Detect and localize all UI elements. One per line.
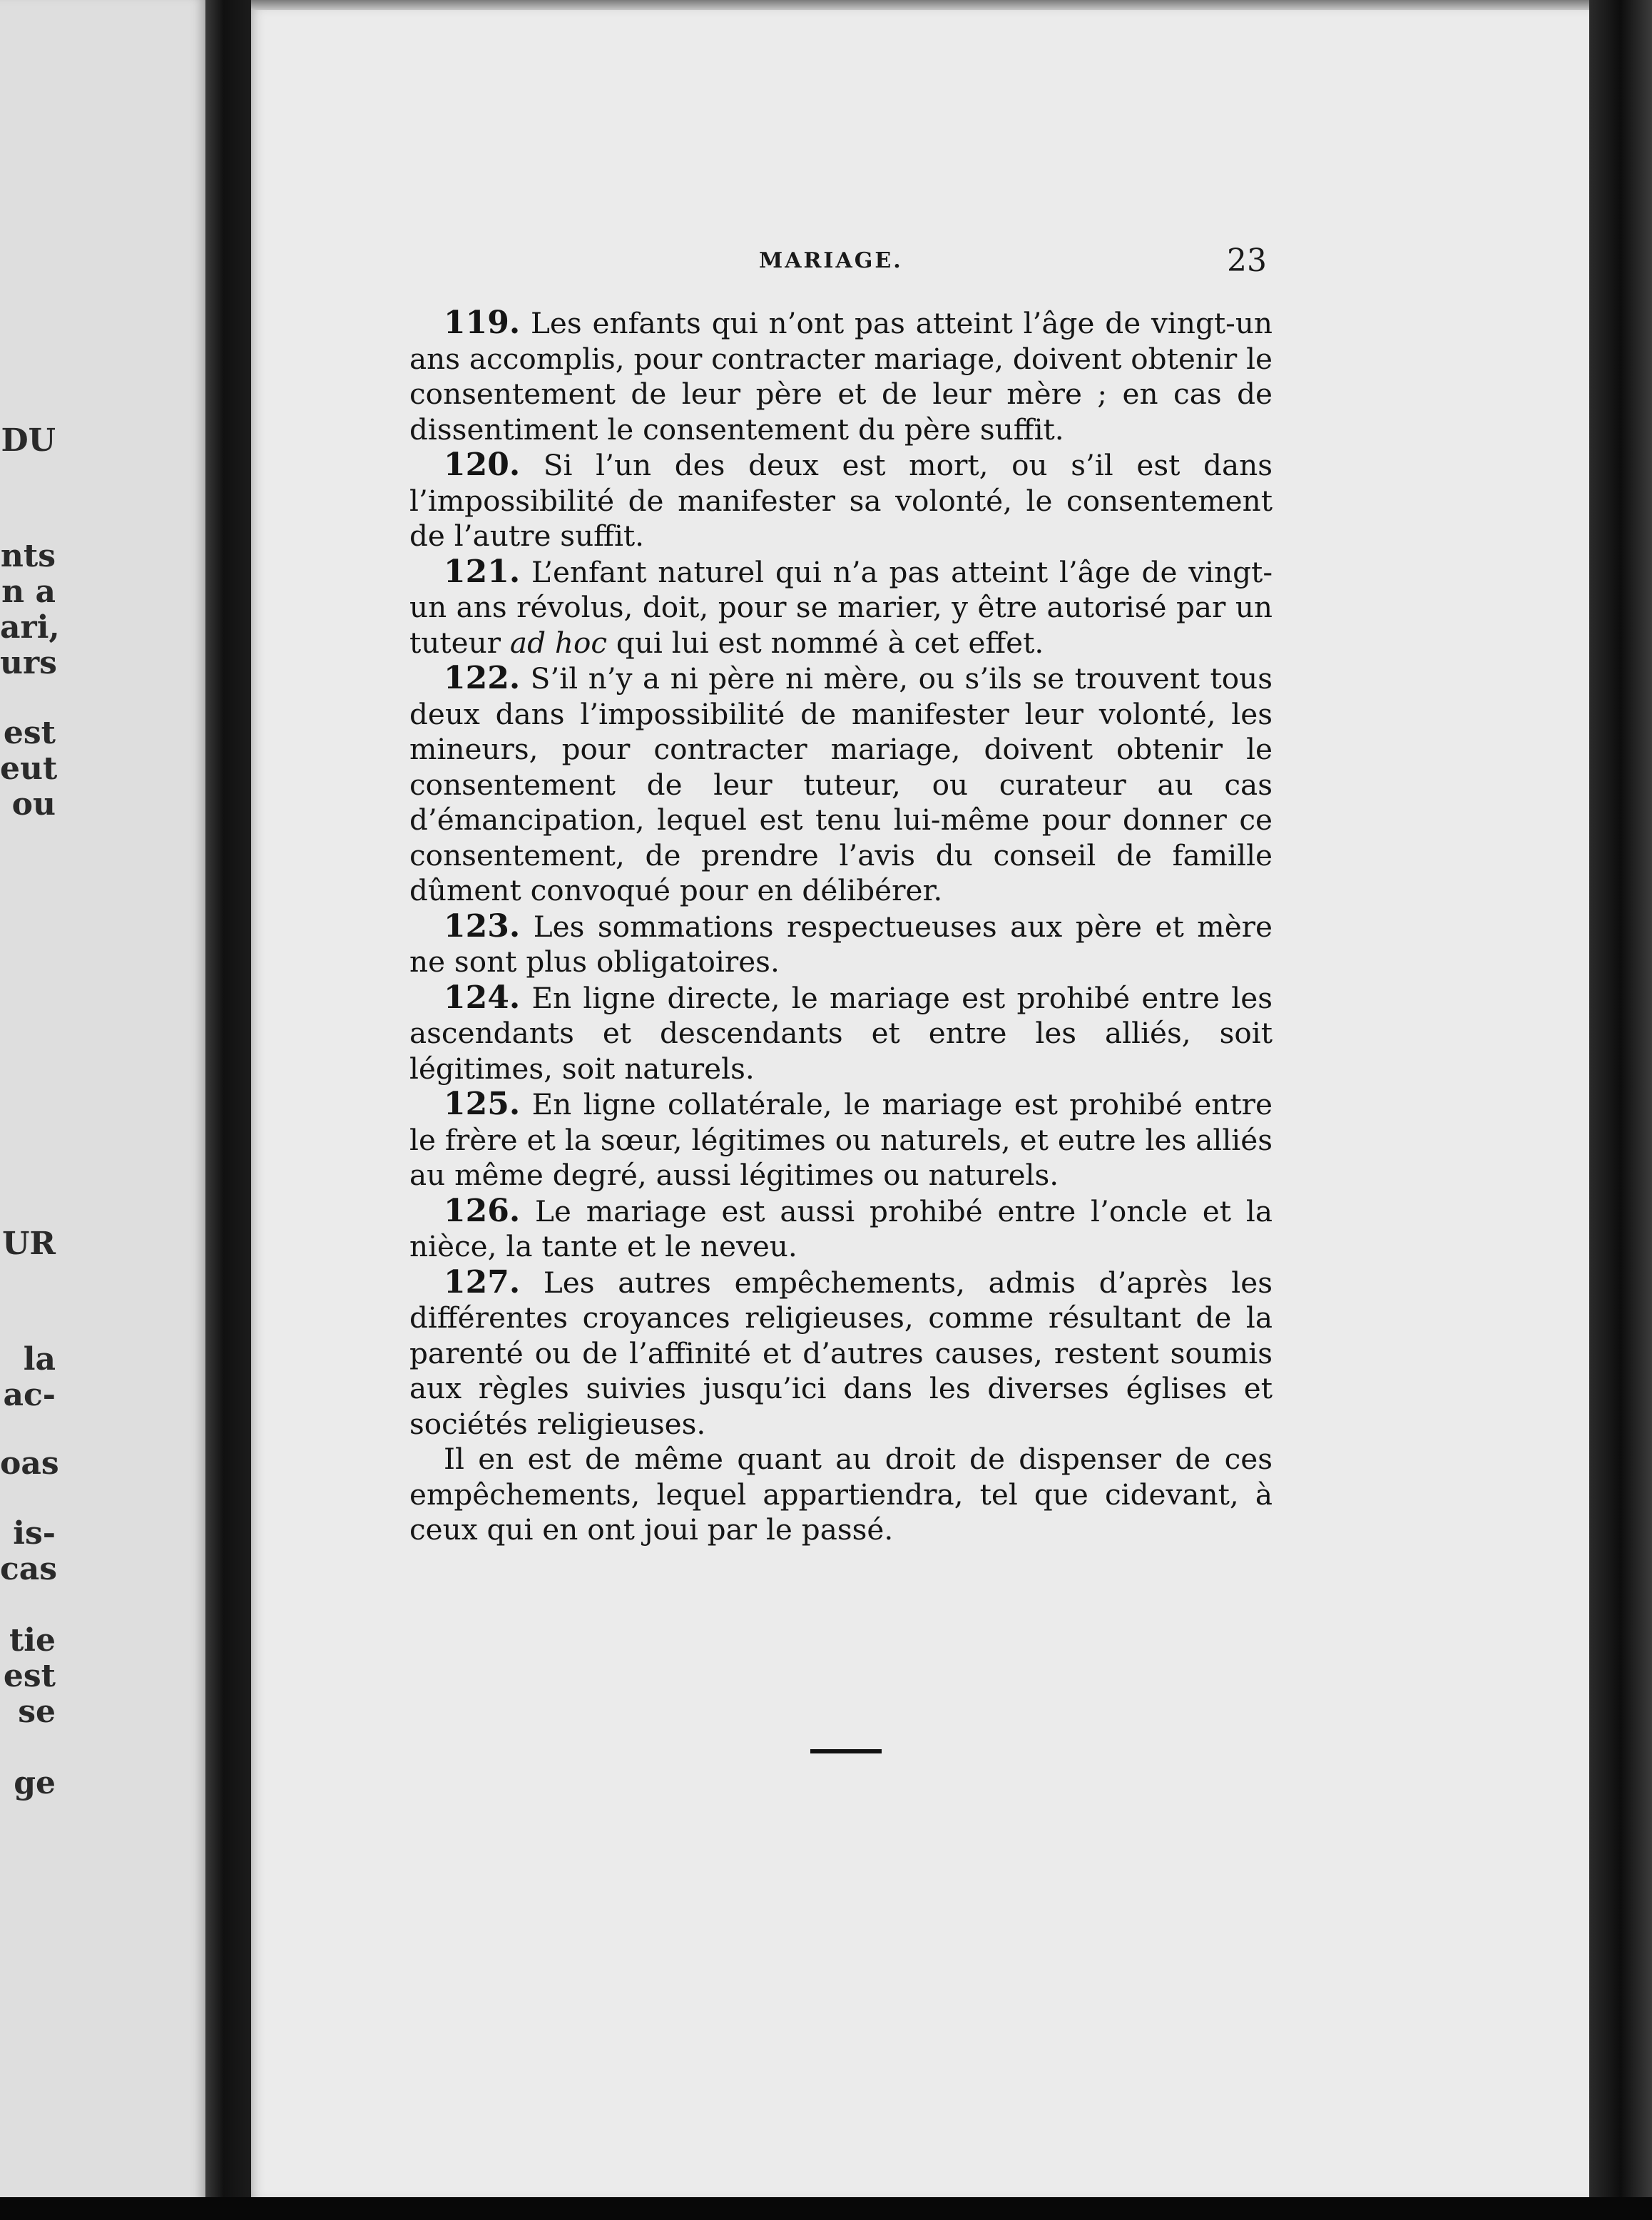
- left-fragment: tie: [9, 1622, 56, 1659]
- left-fragment: urs: [0, 645, 57, 681]
- left-fragment: is-: [13, 1515, 56, 1552]
- running-title: MARIAGE.: [759, 248, 903, 273]
- italic-phrase: ad hoc: [509, 625, 608, 660]
- left-fragment: ari,: [0, 609, 60, 646]
- article-text: Si l’un des deux est mort, ou s’il est dans l’impossibilité de manifester sa volonté, le consentement de l’autre suffit.: [409, 448, 1273, 553]
- article-text: En ligne directe, le mariage est prohibé entre les ascendants et descendants et entre les alliés, soit légitimes, soit naturels.: [409, 980, 1273, 1086]
- left-fragment: DU: [1, 422, 56, 459]
- article-text: Les autres empêchements, admis d’après les différentes croyances religieuses, comme résultant de la parenté ou de l’affinité et d’autres causes, restent soumis aux règles suivies jusqu’ici dans les diverses églises et sociétés religieuses.: [409, 1265, 1273, 1441]
- left-fragment: ge: [14, 1765, 56, 1801]
- article-text: L’enfant naturel qui n’a pas atteint l’âge de vingt-un ans révolus, doit, pour se marier, y être autorisé par un tuteur: [409, 554, 1273, 660]
- article-number: 121.: [444, 553, 521, 590]
- article-text: En ligne collatérale, le mariage est prohibé entre le frère et la sœur, légitimes ou naturels, et eutre les alliés au même degré, aussi légitimes ou naturels.: [409, 1087, 1273, 1192]
- left-fragment: UR: [2, 1226, 56, 1262]
- article-121: [409, 554, 1273, 661]
- left-fragment: cas: [0, 1551, 58, 1587]
- section-end-rule: [810, 1749, 882, 1753]
- left-page-margin: [0, 0, 205, 2220]
- article-119: [409, 305, 1273, 447]
- article-number: 125.: [444, 1086, 521, 1122]
- article-number: 126.: [444, 1192, 521, 1229]
- left-fragment: oas: [0, 1445, 59, 1482]
- scan-right-edge: [1589, 0, 1652, 2220]
- left-fragment: la: [23, 1341, 56, 1378]
- article-126: [409, 1193, 1273, 1265]
- page-number: 23: [1227, 243, 1267, 279]
- article-120: [409, 447, 1273, 554]
- article-122: [409, 661, 1273, 909]
- article-text: Les enfants qui n’ont pas atteint l’âge de vingt-un ans accomplis, pour contracter mariage, doivent obtenir le consentement de leur père et de leur mère ; en cas de dissentiment le consentement du père suffit.: [409, 306, 1273, 447]
- article-text-block: [409, 305, 1273, 1548]
- left-fragment: est: [3, 1658, 56, 1694]
- article-number: 122.: [444, 660, 521, 696]
- article-127: [409, 1265, 1273, 1442]
- article-text: S’il n’y a ni père ni mère, ou s’ils se trouvent tous deux dans l’impossibilité de manifester leur volonté, les mineurs, pour contracter mariage, doivent obtenir le consentement de leur tuteur, ou curateur au cas d’émancipation, lequel est tenu lui-même pour donner ce consentement, de prendre l’avis du conseil de famille dûment convoqué pour en délibérer.: [409, 661, 1273, 907]
- article-123: [409, 909, 1273, 980]
- closing-paragraph: Il en est de même quant au droit de dispenser de ces empêchements, lequel appartiendra, tel que cidevant, à ceux qui en ont joui par le passé.: [409, 1442, 1273, 1547]
- article-text: Le mariage est aussi prohibé entre l’oncle et la nièce, la tante et le neveu.: [409, 1193, 1273, 1263]
- article-124: [409, 980, 1273, 1087]
- article-number: 120.: [444, 447, 521, 483]
- book-gutter: [205, 0, 251, 2220]
- article-number: 119.: [444, 305, 521, 341]
- left-fragment: est: [3, 715, 56, 751]
- article-text: Les sommations respectueuses aux père et mère ne sont plus obligatoires.: [409, 909, 1273, 979]
- article-number: 123.: [444, 907, 521, 944]
- left-fragment: ac-: [3, 1377, 56, 1413]
- left-fragment: eut: [0, 750, 58, 787]
- article-number: 124.: [444, 979, 521, 1016]
- left-fragment: se: [18, 1694, 56, 1730]
- article-125: [409, 1086, 1273, 1193]
- left-fragment: n a: [1, 574, 56, 610]
- scan-bottom-edge: [0, 2197, 1652, 2220]
- running-head: [409, 243, 1267, 282]
- left-fragment: nts: [0, 538, 56, 574]
- article-number: 127.: [444, 1263, 521, 1300]
- left-fragment: ou: [11, 786, 56, 823]
- article-text-after: qui lui est nommé à cet effet.: [607, 625, 1044, 660]
